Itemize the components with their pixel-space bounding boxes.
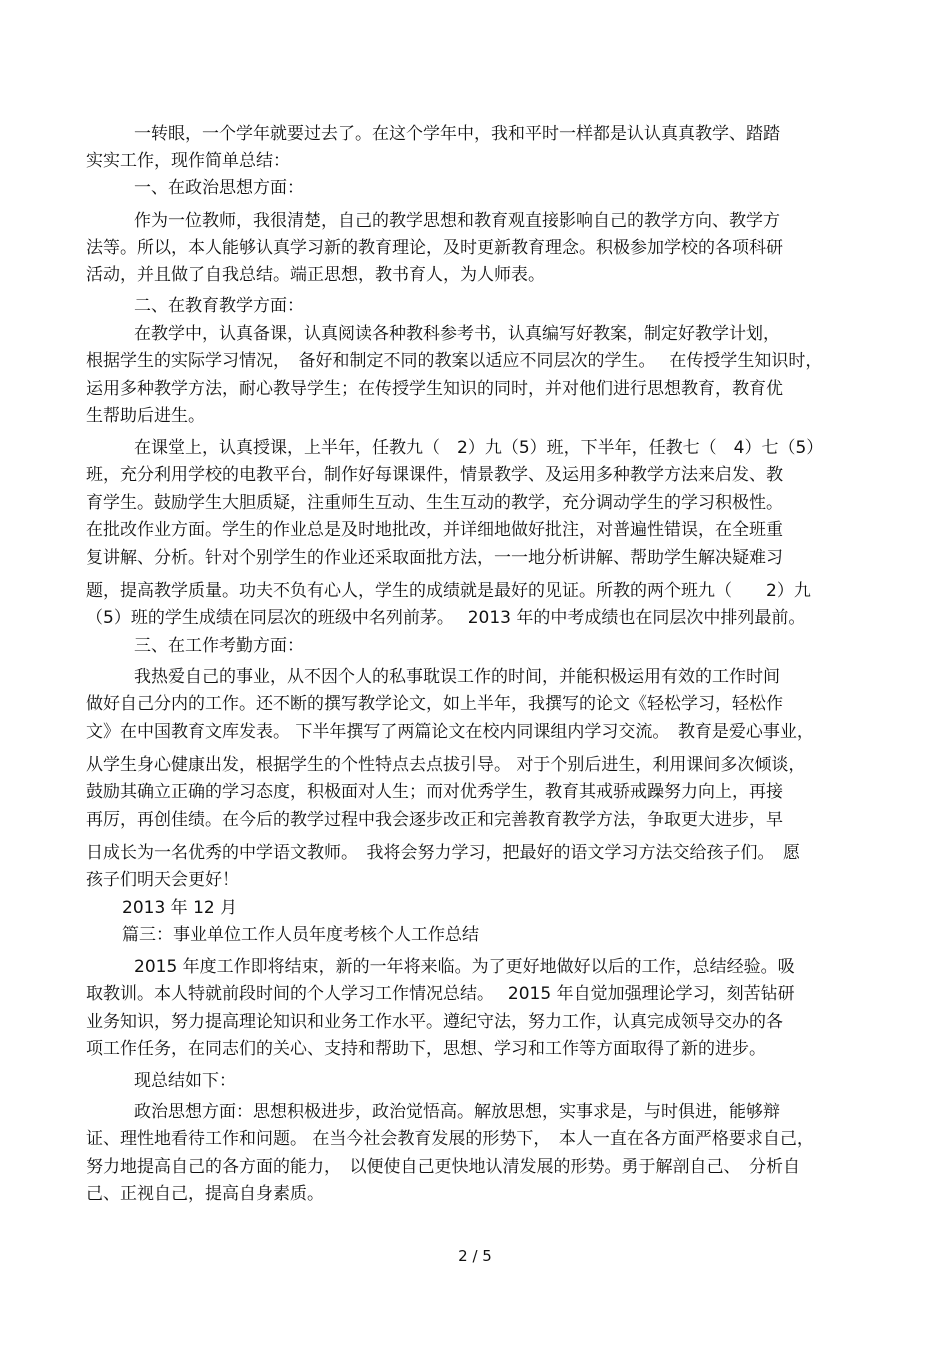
- text-line: 题，提高教学质量。功夫不负有心人，学生的成绩就是最好的见证。所教的两个班九（ 2）九: [86, 581, 811, 601]
- text-line: 日成长为一名优秀的中学语文教师。 我将会努力学习，把最好的语文学习方法交给孩子们。 愿: [86, 843, 800, 863]
- text-line: （5）班的学生成绩在同层次的班级中名列前茅。 2013 年的中考成绩也在同层次中排列最前。: [86, 608, 806, 628]
- text-line: 从学生身心健康出发，根据学生的个性特点去点拔引导。 对于个别后进生，利用课间多次倾谈，: [86, 755, 806, 775]
- text-line: 政治思想方面：思想积极进步，政治觉悟高。解放思想，实事求是，与时俱进，能够辩: [134, 1102, 780, 1122]
- text-line: 在教学中，认真备课，认真阅读各种教科参考书，认真编写好教案，制定好教学计划，: [134, 324, 780, 344]
- text-line: 在批改作业方面。学生的作业总是及时地批改，并详细地做好批注，对普遍性错误，在全班重: [86, 520, 783, 540]
- text-line: 育学生。鼓励学生大胆质疑，注重师生互动、生生互动的教学，充分调动学生的学习积极性。: [86, 493, 783, 513]
- text-line: 我热爱自己的事业，从不因个人的私事耽误工作的时间，并能积极运用有效的工作时间: [134, 667, 780, 687]
- text-line: 活动，并且做了自我总结。端正思想，教书育人，为人师表。: [86, 265, 545, 285]
- text-line: 现总结如下：: [134, 1071, 236, 1091]
- text-line: 实实工作，现作简单总结：: [86, 151, 290, 171]
- text-line: 再厉，再创佳绩。在今后的教学过程中我会逐步改正和完善教育教学方法，争取更大进步，早: [86, 810, 783, 830]
- text-line: 做好自己分内的工作。还不断的撰写教学论文，如上半年，我撰写的论文《轻松学习，轻松作: [86, 694, 783, 714]
- text-line: 复讲解、分析。针对个别学生的作业还采取面批方法，一一地分析讲解、帮助学生解决疑难习: [86, 548, 783, 568]
- section-heading: 三、在工作考勤方面：: [134, 636, 304, 656]
- text-line: 2015 年度工作即将结束，新的一年将来临。为了更好地做好以后的工作，总结经验。吸: [134, 957, 795, 977]
- text-line: 运用多种教学方法，耐心教导学生；在传授学生知识的同时，并对他们进行思想教育，教育优: [86, 379, 783, 399]
- text-line: 业务知识，努力提高理论知识和业务工作水平。遵纪守法，努力工作，认真完成领导交办的各: [86, 1012, 783, 1032]
- text-line: 作为一位教师，我很清楚，自己的教学思想和教育观直接影响自己的教学方向、教学方: [134, 211, 780, 231]
- text-line: 己、正视自己，提高自身素质。: [86, 1184, 324, 1204]
- text-line: 项工作任务，在同志们的关心、支持和帮助下，思想、学习和工作等方面取得了新的进步。: [86, 1039, 766, 1059]
- text-line: 法等。所以，本人能够认真学习新的教育理论，及时更新教育理念。积极参加学校的各项科研: [86, 238, 783, 258]
- section-heading: 一、在政治思想方面：: [134, 178, 304, 198]
- date-line: 2013 年 12 月: [122, 898, 238, 918]
- text-line: 生帮助后进生。: [86, 406, 205, 426]
- text-line: 一转眼，一个学年就要过去了。在这个学年中，我和平时一样都是认认真真教学、踏踏: [134, 124, 780, 144]
- text-line: 文》在中国教育文库发表。 下半年撰写了两篇论文在校内同课组内学习交流。 教育是爱心事业，: [86, 722, 814, 742]
- text-line: 鼓励其确立正确的学习态度，积极面对人生；而对优秀学生，教育其戒骄戒躁努力向上，再接: [86, 782, 783, 802]
- section-heading: 二、在教育教学方面：: [134, 296, 304, 316]
- text-line: 根据学生的实际学习情况， 备好和制定不同的教案以适应不同层次的学生。 在传授学生知识时，: [86, 351, 823, 371]
- text-line: 证、理性地看待工作和问题。 在当今社会教育发展的形势下， 本人一直在各方面严格要求自己，: [86, 1129, 814, 1149]
- page-number: 2 / 5: [458, 1247, 492, 1265]
- article-title: 篇三：事业单位工作人员年度考核个人工作总结: [122, 925, 479, 945]
- text-line: 努力地提高自己的各方面的能力， 以便使自己更快地认清发展的形势。勇于解剖自己、 分析自: [86, 1157, 800, 1177]
- text-line: 班，充分利用学校的电教平台，制作好每课课件，情景教学、及运用多种教学方法来启发、教: [86, 465, 783, 485]
- text-line: 孩子们明天会更好！: [86, 870, 239, 890]
- text-line: 在课堂上，认真授课，上半年，任教九（ 2）九（5）班，下半年，任教七（ 4）七（5）: [134, 438, 824, 458]
- text-line: 取教训。本人特就前段时间的个人学习工作情况总结。 2015 年自觉加强理论学习，刻苦钻研: [86, 984, 795, 1004]
